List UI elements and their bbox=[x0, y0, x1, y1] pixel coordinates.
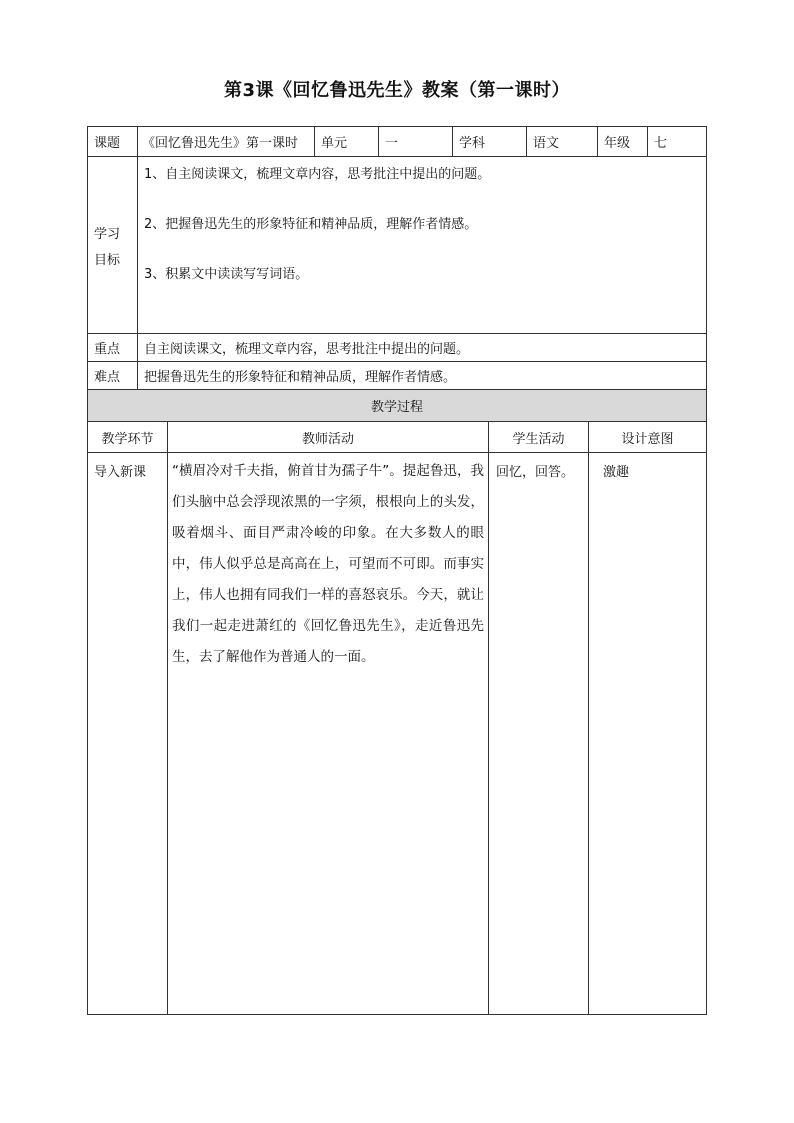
student-activity-cell: 回忆，回答。 bbox=[496, 465, 575, 480]
row-divider bbox=[87, 452, 707, 453]
topic-value: 《回忆鲁迅先生》第一课时 bbox=[142, 136, 299, 151]
subject-value: 语文 bbox=[533, 136, 560, 151]
col-divider bbox=[588, 421, 589, 1015]
grade-value: 七 bbox=[654, 136, 668, 151]
teacher-activity-cell: “横眉冷对千夫指，俯首甘为孺子牛”。提起鲁迅，我们头脑中总会浮现浓黑的一字须，根根向上的头发，吸着烟斗、面目严肃冷峻的印象。在大多数人的眼中，伟人似乎总是高高在上，可望而不可即。而事实上，伟人也拥有同我们一样的喜怒哀乐。今天，就让我们一起走进萧红的《回忆鲁迅先生》，走近鲁迅先生，去了解他作为普通人的一面。 bbox=[172, 463, 484, 665]
subject-label: 学科 bbox=[459, 136, 486, 151]
objective-item: 3、积累文中读读写写词语。 bbox=[144, 267, 309, 282]
col-divider bbox=[488, 421, 489, 1015]
unit-label: 单元 bbox=[321, 136, 348, 151]
column-header-intent: 设计意图 bbox=[621, 431, 674, 447]
difficulty-value: 把握鲁迅先生的形象特征和精神品质，理解作者情感。 bbox=[144, 370, 457, 385]
design-intent-cell: 激趣 bbox=[603, 465, 630, 480]
unit-value: 一 bbox=[385, 136, 399, 151]
key-point-label: 重点 bbox=[94, 342, 121, 357]
column-header-student: 学生活动 bbox=[512, 431, 565, 447]
column-header-teacher: 教师活动 bbox=[301, 431, 354, 447]
objectives-label: 学习 目标 bbox=[94, 227, 121, 268]
page-title: 第3课《回忆鲁迅先生》教案（第一课时） bbox=[223, 80, 571, 101]
grade-label: 年级 bbox=[604, 136, 631, 151]
topic-label: 课题 bbox=[94, 136, 121, 151]
row-divider bbox=[87, 156, 707, 157]
stage-cell: 导入新课 bbox=[94, 465, 147, 480]
col-divider bbox=[167, 421, 168, 1015]
key-point-value: 自主阅读课文，梳理文章内容，思考批注中提出的问题。 bbox=[144, 342, 470, 357]
process-header: 教学过程 bbox=[370, 400, 423, 415]
objective-item: 2、把握鲁迅先生的形象特征和精神品质，理解作者情感。 bbox=[144, 217, 478, 232]
difficulty-label: 难点 bbox=[94, 370, 121, 385]
column-header-stage: 教学环节 bbox=[101, 431, 154, 447]
objective-item: 1、自主阅读课文，梳理文章内容，思考批注中提出的问题。 bbox=[144, 167, 491, 182]
